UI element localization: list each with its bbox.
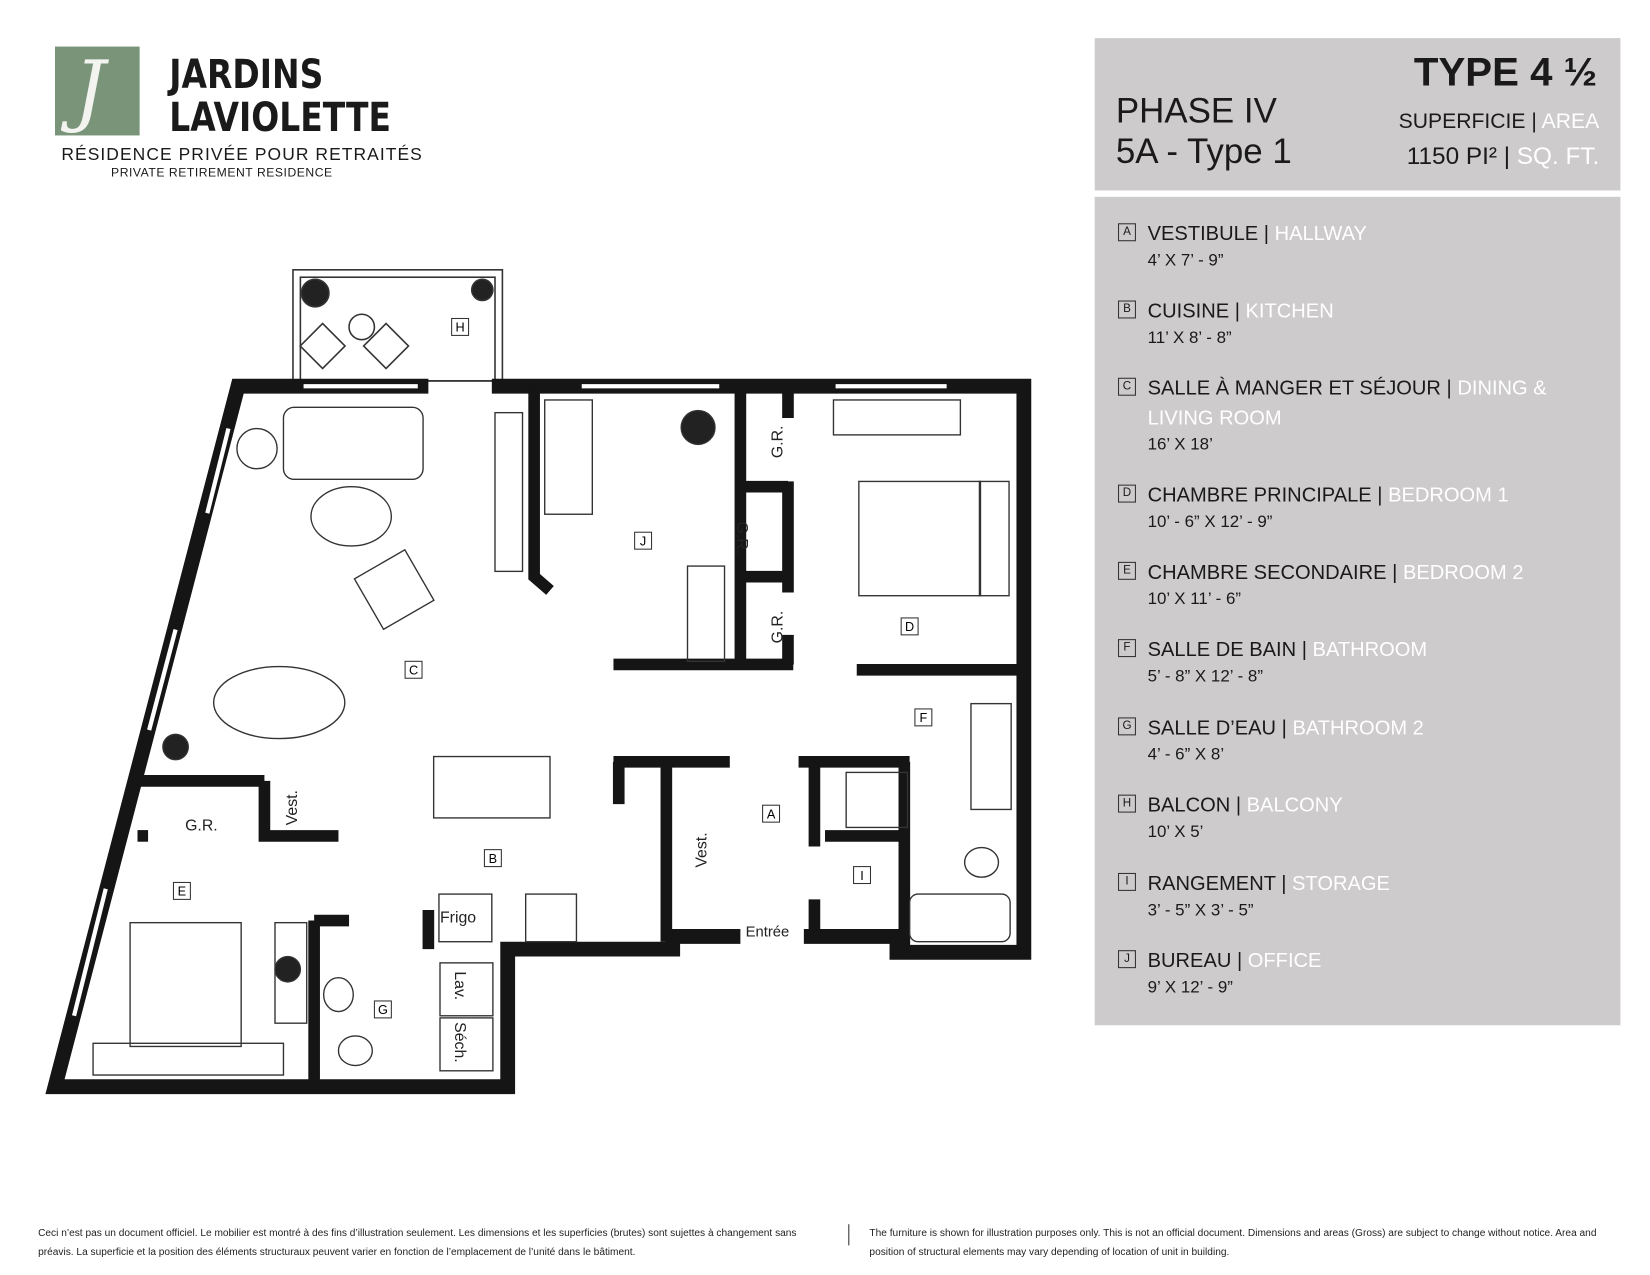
room-letter-badge: B: [1118, 301, 1136, 319]
room-name-en: OFFICE: [1247, 950, 1322, 973]
room-name-fr: CUISINE |: [1147, 300, 1240, 323]
disclaimer-en: [869, 1222, 1625, 1260]
closet-label: G.R.: [733, 521, 751, 555]
disclaimer-fr: [38, 1222, 831, 1260]
room-dimensions: 10’ - 6” X 12’ - 9”: [1147, 513, 1273, 532]
washer-label: Lav.: [450, 971, 468, 1001]
closet-label: G.R.: [185, 817, 218, 835]
toilet: [965, 848, 999, 878]
room-name-en: STORAGE: [1292, 872, 1390, 896]
brand-name-line2: LAVIOLETTE: [169, 94, 392, 141]
entrance-label: Entrée: [745, 924, 790, 941]
room-name-fr: CHAMBRE SECONDAIRE |: [1147, 561, 1398, 585]
room-dimensions: 16’ X 18’: [1147, 435, 1213, 454]
brand-name-line1: JARDINS: [169, 50, 324, 98]
room-dimensions: 9’ X 12’ - 9”: [1147, 978, 1233, 997]
room-name-en: KITCHEN: [1245, 300, 1334, 323]
room-name-fr: SALLE DE BAIN |: [1147, 639, 1307, 662]
room-name-en: BATHROOM: [1312, 639, 1428, 662]
vestibule-closet-label: Vest.: [284, 790, 302, 826]
interior-walls: [138, 386, 1024, 1086]
room-letter-badge: J: [1118, 950, 1136, 968]
sink: [324, 978, 354, 1012]
room-name-en: BALCONY: [1246, 794, 1343, 817]
room-name-en: DINING & LIVING ROOM: [1147, 377, 1547, 430]
tagline-en: PRIVATE RETIREMENT RESIDENCE: [111, 167, 333, 180]
dryer-label: Séch.: [450, 1022, 468, 1063]
plant-icon: [163, 734, 188, 759]
logo-letter: J: [74, 44, 106, 136]
stove: [526, 894, 577, 942]
dresser: [833, 400, 960, 435]
fridge-label: Frigo: [440, 909, 477, 927]
phase-label: PHASE IV: [1115, 90, 1277, 131]
room-tag: D: [905, 620, 915, 635]
shower: [846, 772, 907, 827]
vestibule-closet-label: Vest.: [693, 832, 711, 868]
room-tag: C: [408, 663, 419, 678]
unit-label: 5A - Type 1: [1115, 131, 1292, 171]
room-letter-badge: G: [1118, 717, 1136, 735]
toilet: [338, 1036, 372, 1066]
room-dimensions: 4’ X 7’ - 9”: [1147, 251, 1224, 270]
room-letter-badge: H: [1118, 795, 1136, 813]
room-tag: G: [377, 1003, 388, 1018]
room-dimensions: 5’ - 8” X 12’ - 8”: [1147, 667, 1263, 686]
room-name-fr: BALCON |: [1147, 794, 1242, 817]
room-dimensions: 10’ X 5’: [1147, 823, 1204, 842]
room-letter-badge: F: [1118, 639, 1136, 657]
room-tag: E: [177, 884, 187, 899]
unit-type: TYPE 4 ½: [1413, 50, 1598, 96]
plant-icon: [681, 411, 715, 445]
plant-icon: [275, 957, 300, 982]
room-letter-badge: E: [1118, 562, 1136, 580]
room-tag: A: [766, 807, 776, 822]
room-dimensions: 11’ X 8’ - 8”: [1147, 329, 1232, 348]
room-name-en: BATHROOM 2: [1292, 717, 1424, 740]
desk: [545, 400, 593, 514]
disclaimer-fr-text: Ceci n’est pas un document officiel. Le mobilier est montré à des fins d’illustration seulement. Les dimensions et les superficies (brutes) sont sujettes à changement sans préavis. La superficie et la position des éléments structuraux peuvent varier en fonction de l’emplacement de l’unité dans le bâtiment.: [38, 1227, 797, 1259]
room-tag: F: [919, 711, 928, 726]
dining-table: [214, 667, 345, 739]
room-name-fr: RANGEMENT |: [1147, 872, 1287, 896]
room-name-fr: BUREAU |: [1147, 950, 1243, 973]
area-label-en: AREA: [1541, 110, 1600, 134]
room-tag: H: [455, 320, 465, 335]
room-dimensions: 3’ - 5” X 3’ - 5”: [1147, 901, 1254, 920]
room-name-en: BEDROOM 1: [1388, 484, 1509, 507]
area-unit-en: SQ. FT.: [1516, 141, 1600, 170]
tv-console: [495, 413, 523, 572]
bed-1: [859, 481, 981, 595]
room-letter-badge: D: [1118, 485, 1136, 503]
room-name-en: BEDROOM 2: [1402, 561, 1524, 585]
plant-icon: [301, 279, 329, 307]
bed-2: [130, 923, 241, 1047]
room-name-en: HALLWAY: [1274, 223, 1367, 246]
room-dimensions: 10’ X 11’ - 6”: [1147, 590, 1242, 609]
plant-icon: [472, 279, 493, 300]
cabinet: [688, 566, 725, 661]
footer-divider: [848, 1224, 849, 1245]
coffee-table: [311, 487, 391, 546]
room-name-fr: SALLE D’EAU |: [1147, 717, 1287, 740]
disclaimer-en-text: The furniture is shown for illustration purposes only. This is not an official document. Dimensions and areas (Gross) are subject to change without notice. Area and position of structural elements may vary depending of location of unit in building.: [869, 1227, 1597, 1259]
room-tag: I: [860, 868, 864, 883]
vanity: [971, 704, 1011, 810]
furniture: [93, 400, 1011, 1075]
balcony: [293, 270, 502, 381]
room-tag: J: [639, 534, 647, 549]
room-tag: B: [488, 851, 498, 866]
tagline-fr: RÉSIDENCE PRIVÉE POUR RETRAITÉS: [61, 144, 423, 165]
closet-label: G.R.: [769, 425, 787, 459]
room-name-fr: VESTIBULE |: [1147, 223, 1269, 246]
sofa: [283, 407, 423, 479]
bathtub: [910, 894, 1010, 942]
area-value-fr: 1150 PI² |: [1406, 141, 1511, 170]
room-dimensions: 4’ - 6” X 8’: [1147, 745, 1225, 764]
room-letter-badge: A: [1118, 223, 1136, 241]
kitchen-island: [434, 757, 550, 818]
room-name-fr: CHAMBRE PRINCIPALE |: [1147, 484, 1383, 507]
plant-icon: [237, 429, 277, 469]
area-label-fr: SUPERFICIE |: [1398, 110, 1537, 134]
room-letter-badge: C: [1118, 378, 1136, 396]
room-letter-badge: I: [1118, 873, 1136, 891]
room-name-fr: SALLE À MANGER ET SÉJOUR |: [1147, 377, 1452, 400]
armchair: [354, 550, 433, 629]
closet-label: G.R.: [769, 610, 787, 644]
